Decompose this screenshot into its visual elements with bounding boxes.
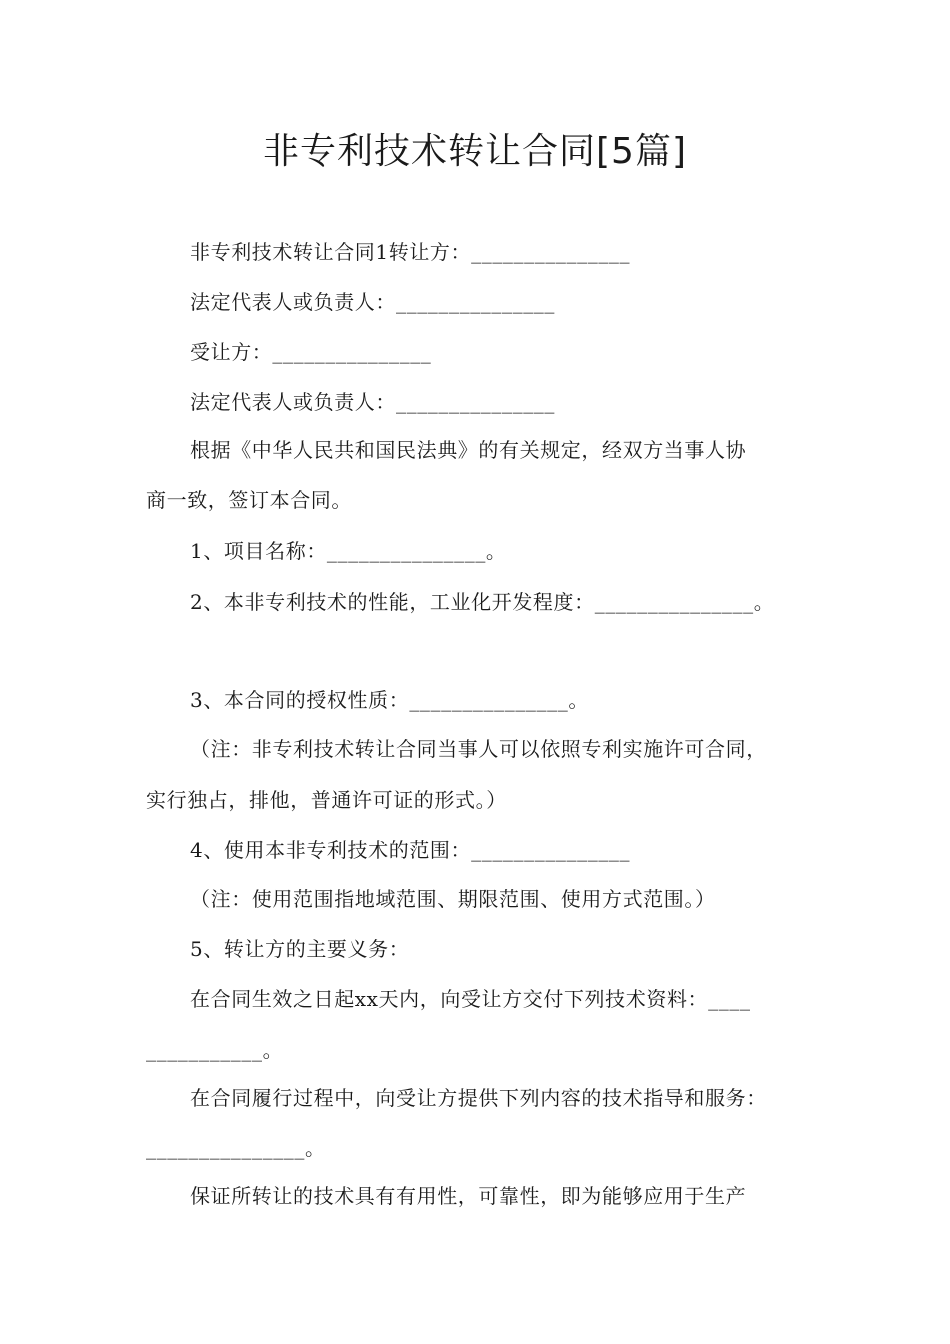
paragraph-legal-rep-1: 法定代表人或负责人：_______________	[190, 290, 555, 314]
clause-5: 5、转让方的主要义务：	[190, 937, 410, 961]
paragraph-transferor: 非专利技术转让合同1转让方：_______________	[190, 240, 631, 264]
paragraph-basis-line1: 根据《中华人民共和国民法典》的有关规定，经双方当事人协	[190, 438, 747, 462]
clause-5-item1-line1: 在合同生效之日起xx天内，向受让方交付下列技术资料：____	[190, 987, 751, 1011]
clause-4: 4、使用本非专利技术的范围：_______________	[190, 838, 631, 862]
clause-1: 1、项目名称：_______________。	[190, 539, 507, 563]
document-title: 非专利技术转让合同[5篇]	[263, 131, 687, 172]
clause-5-item2-line1: 在合同履行过程中，向受让方提供下列内容的技术指导和服务：	[190, 1086, 767, 1110]
note-4: （注：使用范围指地域范围、期限范围、使用方式范围。）	[190, 887, 716, 911]
paragraph-transferee: 受让方：_______________	[190, 340, 432, 364]
clause-5-item1-line2: ___________。	[146, 1038, 284, 1062]
note-3-line2: 实行独占，排他，普通许可证的形式。）	[146, 788, 507, 812]
clause-5-item3-line1: 保证所转让的技术具有有用性，可靠性，即为能够应用于生产	[190, 1184, 747, 1208]
clause-3: 3、本合同的授权性质：_______________。	[190, 688, 589, 712]
clause-2: 2、本非专利技术的性能，工业化开发程度：_______________。	[190, 590, 775, 614]
paragraph-legal-rep-2: 法定代表人或负责人：_______________	[190, 390, 555, 414]
clause-5-item2-line2: _______________。	[146, 1136, 326, 1160]
paragraph-basis-line2: 商一致，签订本合同。	[146, 488, 352, 512]
note-3-line1: （注：非专利技术转让合同当事人可以依照专利实施许可合同，	[190, 737, 767, 761]
